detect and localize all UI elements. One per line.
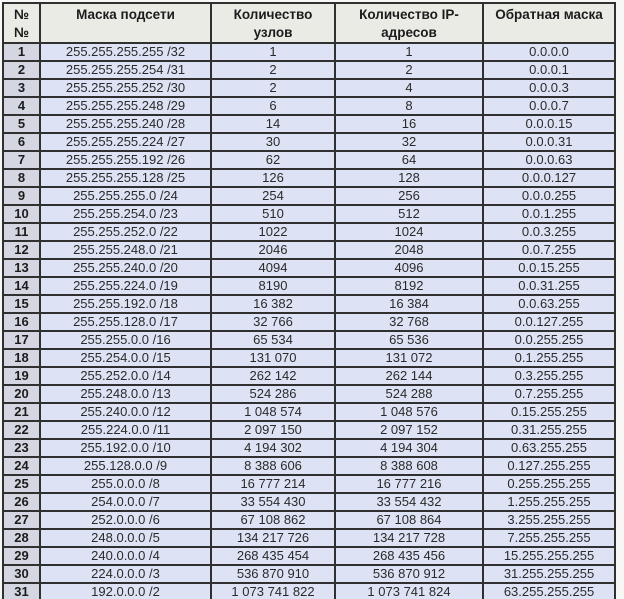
wildcard-mask-cell: 0.0.3.255: [483, 223, 615, 241]
subnet-mask-cell: 255.255.192.0 /18: [40, 295, 211, 313]
host-count-cell: 1 048 574: [211, 403, 335, 421]
host-count-cell: 510: [211, 205, 335, 223]
host-count-cell: 1 073 741 822: [211, 583, 335, 599]
ip-count-cell: 16: [335, 115, 483, 133]
subnet-table-body: [3, 43, 615, 599]
ip-count-cell: 32: [335, 133, 483, 151]
table-row: [3, 223, 615, 241]
row-number-cell: 30: [3, 565, 40, 583]
wildcard-mask-cell: 0.1.255.255: [483, 349, 615, 367]
table-row: [3, 583, 615, 599]
wildcard-mask-cell: 0.0.15.255: [483, 259, 615, 277]
table-row: [3, 565, 615, 583]
wildcard-mask-cell: 0.15.255.255: [483, 403, 615, 421]
row-number-cell: 21: [3, 403, 40, 421]
host-count-cell: 262 142: [211, 367, 335, 385]
subnet-mask-cell: 255.192.0.0 /10: [40, 439, 211, 457]
wildcard-mask-cell: 7.255.255.255: [483, 529, 615, 547]
ip-count-cell: 65 536: [335, 331, 483, 349]
wildcard-mask-cell: 0.0.0.255: [483, 187, 615, 205]
table-row: [3, 457, 615, 475]
ip-count-cell: 536 870 912: [335, 565, 483, 583]
host-count-cell: 1022: [211, 223, 335, 241]
row-number-cell: 31: [3, 583, 40, 599]
host-count-cell: 4094: [211, 259, 335, 277]
host-count-cell: 524 286: [211, 385, 335, 403]
header-subnet-mask: Маска подсети: [40, 3, 211, 43]
wildcard-mask-cell: 1.255.255.255: [483, 493, 615, 511]
table-row: [3, 439, 615, 457]
row-number-cell: 29: [3, 547, 40, 565]
table-row: [3, 115, 615, 133]
host-count-cell: 2 097 150: [211, 421, 335, 439]
ip-count-cell: 16 777 216: [335, 475, 483, 493]
subnet-mask-cell: 255.255.255.192 /26: [40, 151, 211, 169]
subnet-mask-cell: 255.255.252.0 /22: [40, 223, 211, 241]
ip-count-cell: 134 217 728: [335, 529, 483, 547]
table-row: [3, 277, 615, 295]
row-number-cell: 23: [3, 439, 40, 457]
host-count-cell: 2: [211, 79, 335, 97]
row-number-cell: 7: [3, 151, 40, 169]
wildcard-mask-cell: 0.127.255.255: [483, 457, 615, 475]
wildcard-mask-cell: 0.31.255.255: [483, 421, 615, 439]
table-row: [3, 403, 615, 421]
table-row: [3, 547, 615, 565]
ip-count-cell: 32 768: [335, 313, 483, 331]
wildcard-mask-cell: 0.0.0.7: [483, 97, 615, 115]
subnet-mask-cell: 255.255.128.0 /17: [40, 313, 211, 331]
header-ip-count: Количество IP-адресов: [335, 3, 483, 43]
ip-count-cell: 4096: [335, 259, 483, 277]
ip-count-cell: 67 108 864: [335, 511, 483, 529]
table-row: [3, 151, 615, 169]
subnet-mask-cell: 255.255.255.224 /27: [40, 133, 211, 151]
host-count-cell: 131 070: [211, 349, 335, 367]
wildcard-mask-cell: 0.0.0.0: [483, 43, 615, 61]
host-count-cell: 16 382: [211, 295, 335, 313]
table-row: [3, 241, 615, 259]
row-number-cell: 10: [3, 205, 40, 223]
ip-count-cell: 4: [335, 79, 483, 97]
ip-count-cell: 1 073 741 824: [335, 583, 483, 599]
row-number-cell: 15: [3, 295, 40, 313]
subnet-mask-cell: 255.255.255.240 /28: [40, 115, 211, 133]
wildcard-mask-cell: 0.0.1.255: [483, 205, 615, 223]
row-number-cell: 5: [3, 115, 40, 133]
host-count-cell: 33 554 430: [211, 493, 335, 511]
subnet-mask-cell: 255.252.0.0 /14: [40, 367, 211, 385]
header-host-count: Количество узлов: [211, 3, 335, 43]
row-number-cell: 17: [3, 331, 40, 349]
row-number-cell: 24: [3, 457, 40, 475]
table-row: [3, 61, 615, 79]
ip-count-cell: 256: [335, 187, 483, 205]
table-row: [3, 385, 615, 403]
wildcard-mask-cell: 0.0.31.255: [483, 277, 615, 295]
subnet-mask-cell: 255.255.255.254 /31: [40, 61, 211, 79]
wildcard-mask-cell: 0.7.255.255: [483, 385, 615, 403]
subnet-mask-cell: 252.0.0.0 /6: [40, 511, 211, 529]
row-number-cell: 19: [3, 367, 40, 385]
row-number-cell: 12: [3, 241, 40, 259]
host-count-cell: 16 777 214: [211, 475, 335, 493]
host-count-cell: 4 194 302: [211, 439, 335, 457]
host-count-cell: 1: [211, 43, 335, 61]
header-row: [3, 3, 615, 43]
subnet-mask-cell: 255.248.0.0 /13: [40, 385, 211, 403]
wildcard-mask-cell: 0.0.0.31: [483, 133, 615, 151]
host-count-cell: 8 388 606: [211, 457, 335, 475]
wildcard-mask-cell: 0.0.7.255: [483, 241, 615, 259]
subnet-mask-cell: 254.0.0.0 /7: [40, 493, 211, 511]
table-row: [3, 205, 615, 223]
table-row: [3, 97, 615, 115]
host-count-cell: 536 870 910: [211, 565, 335, 583]
subnet-mask-cell: 224.0.0.0 /3: [40, 565, 211, 583]
row-number-cell: 2: [3, 61, 40, 79]
wildcard-mask-cell: 0.0.0.127: [483, 169, 615, 187]
wildcard-mask-cell: 0.3.255.255: [483, 367, 615, 385]
header-wildcard-mask: Обратная маска: [483, 3, 615, 43]
ip-count-cell: 1: [335, 43, 483, 61]
ip-count-cell: 1 048 576: [335, 403, 483, 421]
subnet-mask-cell: 255.255.0.0 /16: [40, 331, 211, 349]
row-number-cell: 26: [3, 493, 40, 511]
subnet-mask-cell: 248.0.0.0 /5: [40, 529, 211, 547]
ip-count-cell: 2048: [335, 241, 483, 259]
ip-count-cell: 128: [335, 169, 483, 187]
wildcard-mask-cell: 0.0.0.63: [483, 151, 615, 169]
host-count-cell: 65 534: [211, 331, 335, 349]
subnet-mask-cell: 255.255.255.248 /29: [40, 97, 211, 115]
row-number-cell: 3: [3, 79, 40, 97]
ip-count-cell: 2 097 152: [335, 421, 483, 439]
host-count-cell: 2046: [211, 241, 335, 259]
table-row: [3, 421, 615, 439]
wildcard-mask-cell: 0.0.127.255: [483, 313, 615, 331]
subnet-mask-cell: 255.255.255.128 /25: [40, 169, 211, 187]
host-count-cell: 268 435 454: [211, 547, 335, 565]
row-number-cell: 8: [3, 169, 40, 187]
wildcard-mask-cell: 0.0.0.1: [483, 61, 615, 79]
subnet-mask-cell: 255.255.255.255 /32: [40, 43, 211, 61]
wildcard-mask-cell: 0.0.0.3: [483, 79, 615, 97]
host-count-cell: 254: [211, 187, 335, 205]
wildcard-mask-cell: 3.255.255.255: [483, 511, 615, 529]
table-row: [3, 313, 615, 331]
host-count-cell: 14: [211, 115, 335, 133]
host-count-cell: 2: [211, 61, 335, 79]
subnet-mask-cell: 255.255.224.0 /19: [40, 277, 211, 295]
ip-count-cell: 512: [335, 205, 483, 223]
subnet-mask-cell: 192.0.0.0 /2: [40, 583, 211, 599]
wildcard-mask-cell: 0.0.63.255: [483, 295, 615, 313]
ip-count-cell: 268 435 456: [335, 547, 483, 565]
ip-count-cell: 524 288: [335, 385, 483, 403]
table-row: [3, 331, 615, 349]
ip-count-cell: 262 144: [335, 367, 483, 385]
wildcard-mask-cell: 0.0.255.255: [483, 331, 615, 349]
table-row: [3, 493, 615, 511]
subnet-mask-cell: 255.255.254.0 /23: [40, 205, 211, 223]
row-number-cell: 20: [3, 385, 40, 403]
wildcard-mask-cell: 0.255.255.255: [483, 475, 615, 493]
row-number-cell: 13: [3, 259, 40, 277]
subnet-mask-table: [2, 2, 616, 599]
row-number-cell: 11: [3, 223, 40, 241]
ip-count-cell: 2: [335, 61, 483, 79]
ip-count-cell: 16 384: [335, 295, 483, 313]
wildcard-mask-cell: 15.255.255.255: [483, 547, 615, 565]
subnet-mask-cell: 255.240.0.0 /12: [40, 403, 211, 421]
table-row: [3, 349, 615, 367]
table-row: [3, 169, 615, 187]
row-number-cell: 1: [3, 43, 40, 61]
host-count-cell: 30: [211, 133, 335, 151]
ip-count-cell: 4 194 304: [335, 439, 483, 457]
row-number-cell: 28: [3, 529, 40, 547]
table-row: [3, 79, 615, 97]
subnet-mask-cell: 255.0.0.0 /8: [40, 475, 211, 493]
row-number-cell: 27: [3, 511, 40, 529]
wildcard-mask-cell: 63.255.255.255: [483, 583, 615, 599]
row-number-cell: 18: [3, 349, 40, 367]
table-row: [3, 529, 615, 547]
subnet-mask-cell: 255.255.240.0 /20: [40, 259, 211, 277]
header-number: №№: [3, 3, 40, 43]
ip-count-cell: 8 388 608: [335, 457, 483, 475]
ip-count-cell: 64: [335, 151, 483, 169]
subnet-mask-cell: 255.128.0.0 /9: [40, 457, 211, 475]
row-number-cell: 9: [3, 187, 40, 205]
table-row: [3, 295, 615, 313]
ip-count-cell: 33 554 432: [335, 493, 483, 511]
ip-count-cell: 1024: [335, 223, 483, 241]
row-number-cell: 4: [3, 97, 40, 115]
table-row: [3, 367, 615, 385]
table-row: [3, 259, 615, 277]
host-count-cell: 67 108 862: [211, 511, 335, 529]
row-number-cell: 16: [3, 313, 40, 331]
host-count-cell: 8190: [211, 277, 335, 295]
subnet-mask-cell: 255.224.0.0 /11: [40, 421, 211, 439]
subnet-mask-cell: 240.0.0.0 /4: [40, 547, 211, 565]
host-count-cell: 134 217 726: [211, 529, 335, 547]
host-count-cell: 126: [211, 169, 335, 187]
table-row: [3, 133, 615, 151]
table-row: [3, 511, 615, 529]
row-number-cell: 14: [3, 277, 40, 295]
host-count-cell: 6: [211, 97, 335, 115]
wildcard-mask-cell: 31.255.255.255: [483, 565, 615, 583]
row-number-cell: 6: [3, 133, 40, 151]
table-row: [3, 187, 615, 205]
subnet-mask-cell: 255.255.248.0 /21: [40, 241, 211, 259]
host-count-cell: 62: [211, 151, 335, 169]
ip-count-cell: 8192: [335, 277, 483, 295]
row-number-cell: 25: [3, 475, 40, 493]
ip-count-cell: 8: [335, 97, 483, 115]
table-row: [3, 475, 615, 493]
wildcard-mask-cell: 0.63.255.255: [483, 439, 615, 457]
subnet-mask-cell: 255.255.255.0 /24: [40, 187, 211, 205]
host-count-cell: 32 766: [211, 313, 335, 331]
subnet-mask-cell: 255.255.255.252 /30: [40, 79, 211, 97]
subnet-mask-cell: 255.254.0.0 /15: [40, 349, 211, 367]
ip-count-cell: 131 072: [335, 349, 483, 367]
row-number-cell: 22: [3, 421, 40, 439]
table-row: [3, 43, 615, 61]
wildcard-mask-cell: 0.0.0.15: [483, 115, 615, 133]
